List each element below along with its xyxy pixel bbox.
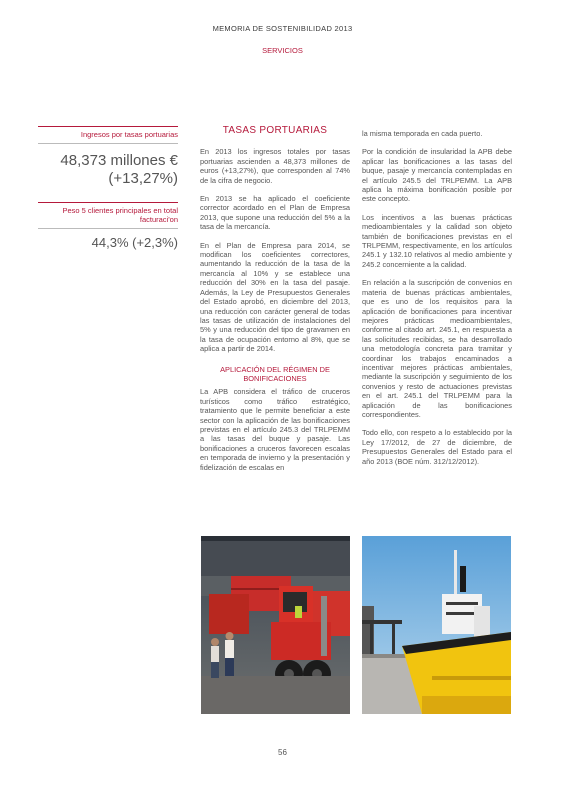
kpi-value-port-fees — [38, 152, 178, 188]
paragraph: Por la condición de insularidad la APB debe aplicar las bonificaciones a las tasas del buque, pasaje y mercancía contempladas en el artículo 245.5 del TRLPEMM. La APB aplica la máxima bonificación posible por este concepto. — [362, 147, 512, 204]
paragraph: Los incentivos a las buenas prácticas medioambientales y la calidad son objeto también de bonificaciones previstas en el TRLPEMM, respectivamente, en los artículos 245.1 y 132.10 relativos al medio ambiente y 245.2 concerniente a la calidad. — [362, 212, 512, 269]
kpi-label-top-clients: Peso 5 clientes principales en total facturaci'on — [62, 206, 178, 224]
article-title: TASAS PORTUARIAS — [222, 125, 328, 136]
paragraph: Todo ello, con respeto a lo establecido por la Ley 17/2012, de 27 de diciembre, de Presupuestos Generales del Estado para el año 2013 (BOE núm. 312/12/2012). — [362, 428, 512, 466]
ship-photo — [362, 536, 511, 714]
paragraph: La APB considera el tráfico de cruceros turísticos como tráfico estratégico, tratamiento que le permite beneficiar a este sector con la aplicación de las bonificaciones previstas en el artículo 245.3 del TRLPEMM a las tasas del buque y pasaje. Las bonificaciones a cruceros favorecen escalas en temporada de invierno y la presentación y fidelización de escalas en — [200, 387, 350, 472]
kpi-value-line: 48,373 millones € — [60, 152, 178, 169]
divider — [38, 143, 178, 144]
text-column-left — [200, 126, 350, 481]
paragraph: En 2013 se ha aplicado el coeficiente corrector acordado en el Plan de Empresa 2013, que supone una reducción del 5% a la tasa de la mercancía. — [200, 194, 350, 232]
kpi-block-clients — [38, 202, 178, 250]
kpi-sidebar — [38, 126, 178, 250]
document-title: MEMORIA DE SOSTENIBILIDAD 2013 — [212, 24, 353, 33]
kpi-label-port-fees: Ingresos por tasas portuarias — [80, 130, 178, 139]
text-column-right — [362, 129, 512, 475]
subheading: APLICACIÓN DEL RÉGIMEN DE BONIFICACIONES — [220, 364, 330, 383]
paragraph: En 2013 los ingresos totales por tasas portuarias ascienden a 48,373 millones de euros (+13,27%), que corresponden al 74% de la cifra de negocio. — [200, 147, 350, 185]
kpi-value-top-clients: 44,3% (+2,3%) — [91, 235, 178, 250]
divider — [38, 228, 178, 229]
paragraph: la misma temporada en cada puerto. — [362, 129, 483, 138]
port-terminal-photo — [201, 536, 350, 714]
paragraph: En relación a la suscripción de convenios en materia de buenas prácticas ambientales, que es uno de los requisitos para la aplicación de bonificaciones para incentivar mejores prácticas medioambientales, conforme al citado art. 245.1, en respuesta a las solicitudes recibidas, se ha desarrollado una metodología concreta para tramitar y coordinar los trabajos encaminados a incentivar mejores prácticas ambientales, mediante la suscripción y seguimiento de los convenios y resto de actuaciones previstas en el art. 245.1 del TRLPEMM para la aplicación de las bonificaciones correspondientes. — [362, 278, 512, 419]
section-title: SERVICIOS — [262, 46, 303, 55]
paragraph: En el Plan de Empresa para 2014, se modifican los coeficientes correctores, aumentando la reducción de la tasa de la mercancía al 10% y se establece una reducción del 30% en la tasa del pasaje. Además, la Ley de Presupuestos Generales del Estado aprobó, en diciembre del 2013, una reducción con carácter general de todas las tasas de utilización de instalaciones del 5% y una reducción del tipo de gravamen en la tasa de ocupación entorno al 8%, que se aplica a partir de 2014. — [200, 240, 350, 354]
page-number: 56 — [278, 748, 287, 757]
kpi-value-line: (+13,27%) — [108, 170, 178, 187]
